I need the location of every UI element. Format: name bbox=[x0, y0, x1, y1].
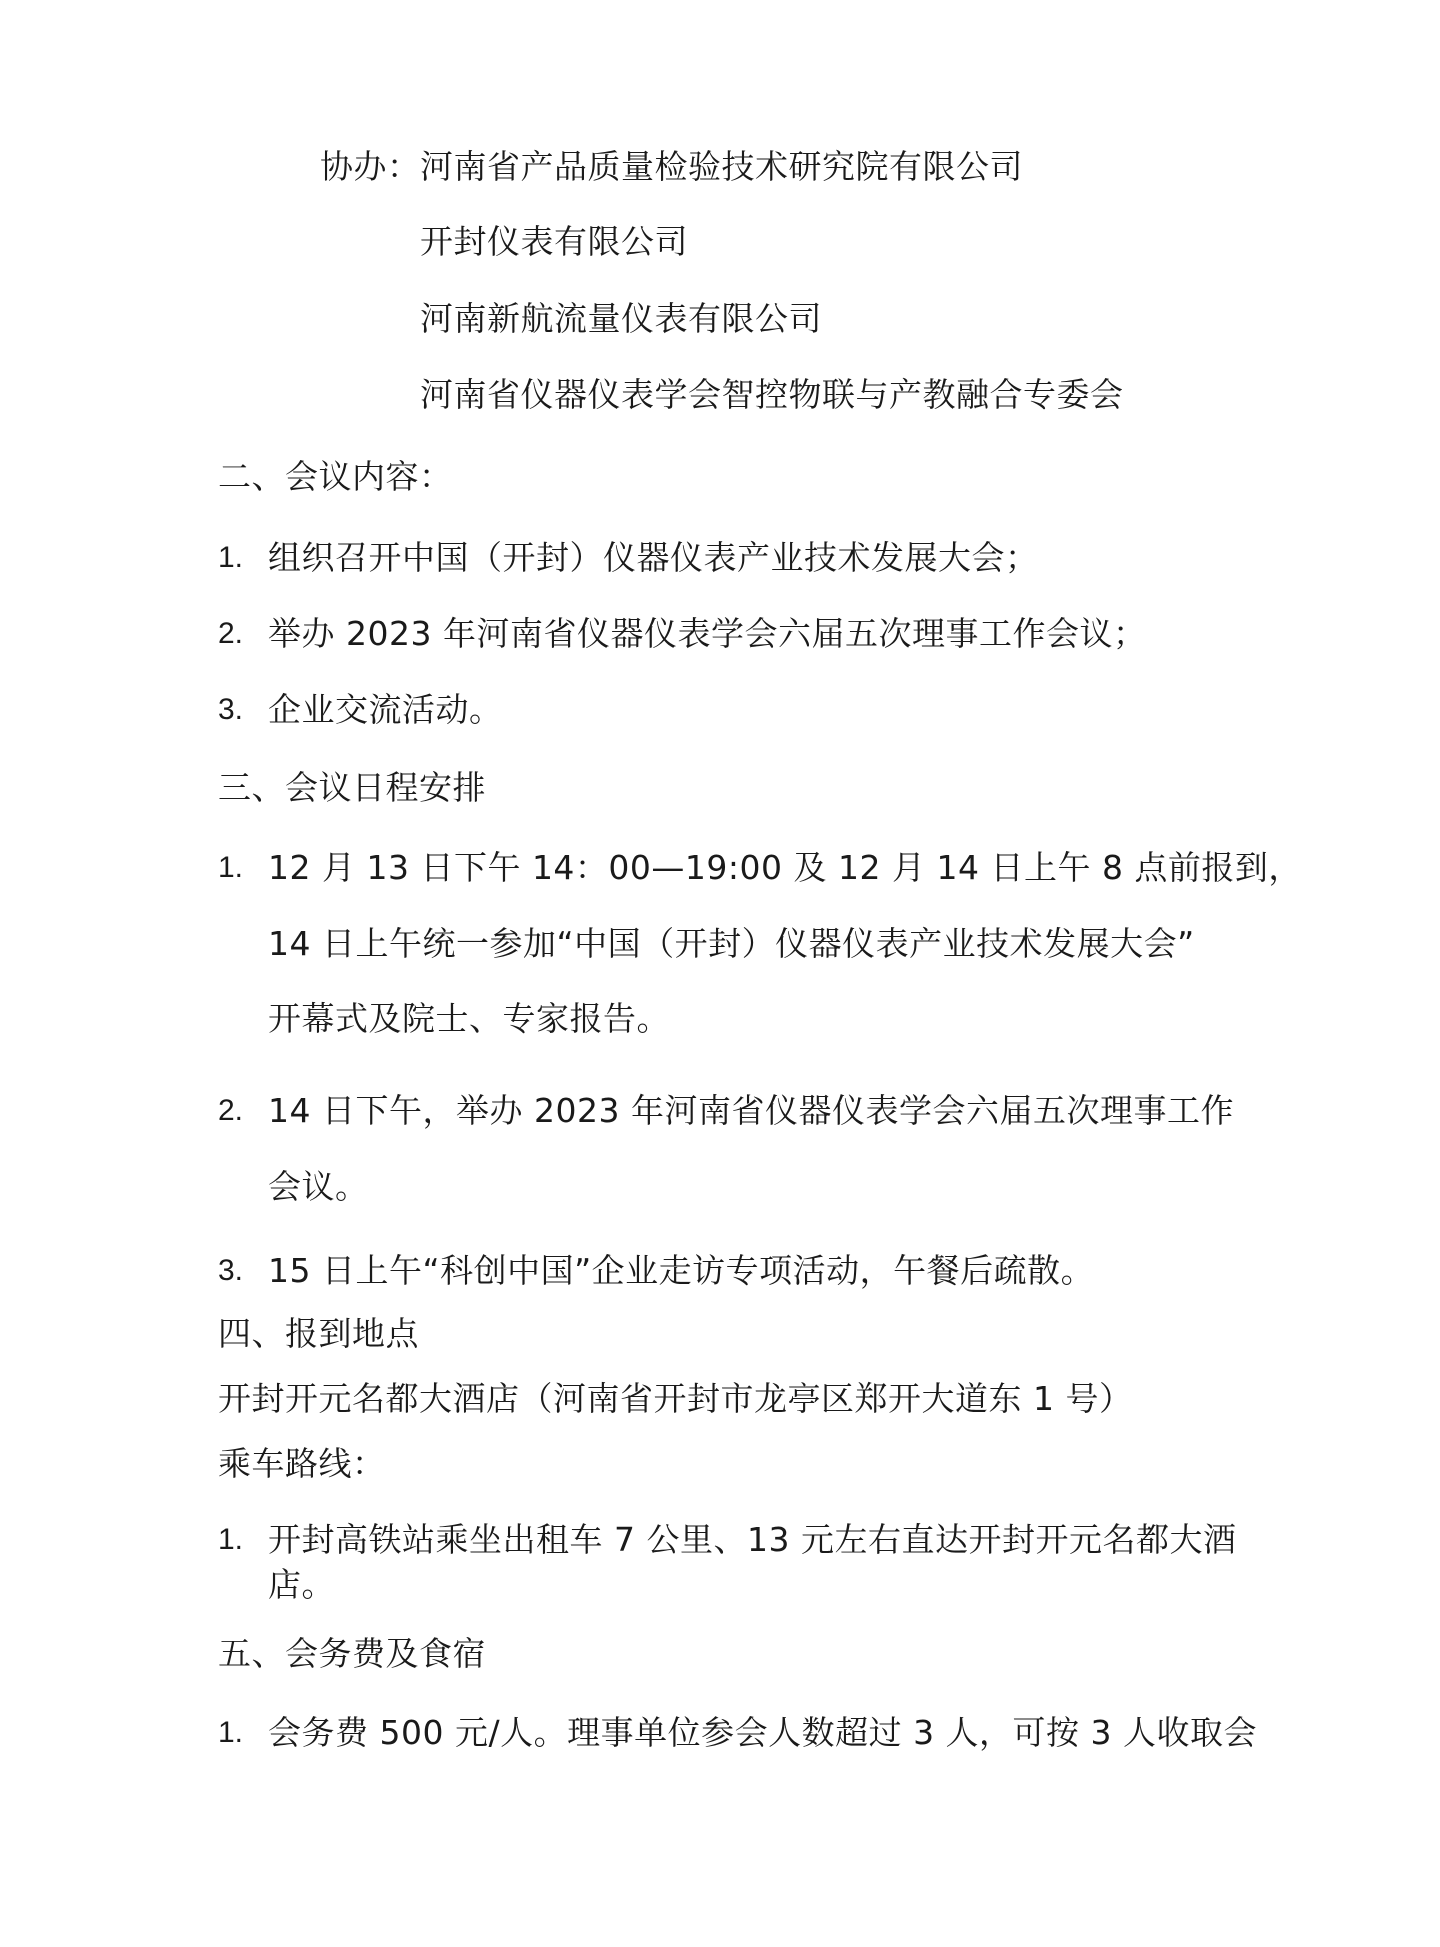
list-number: 2. bbox=[218, 1094, 244, 1127]
list-number: 3. bbox=[218, 693, 244, 726]
list-item-text: 组织召开中国（开封）仪器仪表产业技术发展大会； bbox=[268, 538, 1039, 577]
list-item-text: 企业交流活动。 bbox=[268, 690, 503, 729]
list-number: 1. bbox=[218, 1716, 244, 1749]
list-number: 2. bbox=[218, 617, 244, 650]
list-item-text: 14 日上午统一参加“中国（开封）仪器仪表产业技术发展大会” bbox=[268, 924, 1195, 963]
list-item-text: 开幕式及院士、专家报告。 bbox=[268, 999, 670, 1038]
organizer-item: 河南省仪器仪表学会智控物联与产教融合专委会 bbox=[420, 375, 1124, 414]
section-heading: 二、会议内容： bbox=[218, 457, 453, 496]
list-item-text: 15 日上午“科创中国”企业走访专项活动，午餐后疏散。 bbox=[268, 1251, 1095, 1290]
list-number: 1. bbox=[218, 851, 244, 884]
section-heading: 三、会议日程安排 bbox=[218, 768, 486, 807]
organizer-item: 河南省产品质量检验技术研究院有限公司 bbox=[420, 147, 1023, 186]
route-label: 乘车路线： bbox=[218, 1444, 386, 1483]
section-heading: 四、报到地点 bbox=[218, 1314, 419, 1353]
organizer-item: 开封仪表有限公司 bbox=[420, 222, 688, 261]
list-item-text: 会议。 bbox=[268, 1167, 369, 1206]
organizers-label: 协办： bbox=[320, 147, 421, 186]
list-number: 3. bbox=[218, 1254, 244, 1287]
list-item-text: 店。 bbox=[268, 1565, 335, 1604]
section-heading: 五、会务费及食宿 bbox=[218, 1634, 486, 1673]
list-item-text: 会务费 500 元/人。理事单位参会人数超过 3 人，可按 3 人收取会 bbox=[268, 1713, 1258, 1752]
venue-address: 开封开元名都大酒店（河南省开封市龙亭区郑开大道东 1 号） bbox=[218, 1379, 1133, 1418]
list-item-text: 举办 2023 年河南省仪器仪表学会六届五次理事工作会议； bbox=[268, 614, 1147, 653]
list-item-text: 14 日下午，举办 2023 年河南省仪器仪表学会六届五次理事工作 bbox=[268, 1091, 1234, 1130]
list-item-text: 12 月 13 日下午 14：00—19:00 及 12 月 14 日上午 8 点前报到， bbox=[268, 848, 1302, 887]
organizer-item: 河南新航流量仪表有限公司 bbox=[420, 299, 822, 338]
list-number: 1. bbox=[218, 541, 244, 574]
list-item-text: 开封高铁站乘坐出租车 7 公里、13 元左右直达开封开元名都大酒 bbox=[268, 1520, 1237, 1559]
list-number: 1. bbox=[218, 1523, 244, 1556]
